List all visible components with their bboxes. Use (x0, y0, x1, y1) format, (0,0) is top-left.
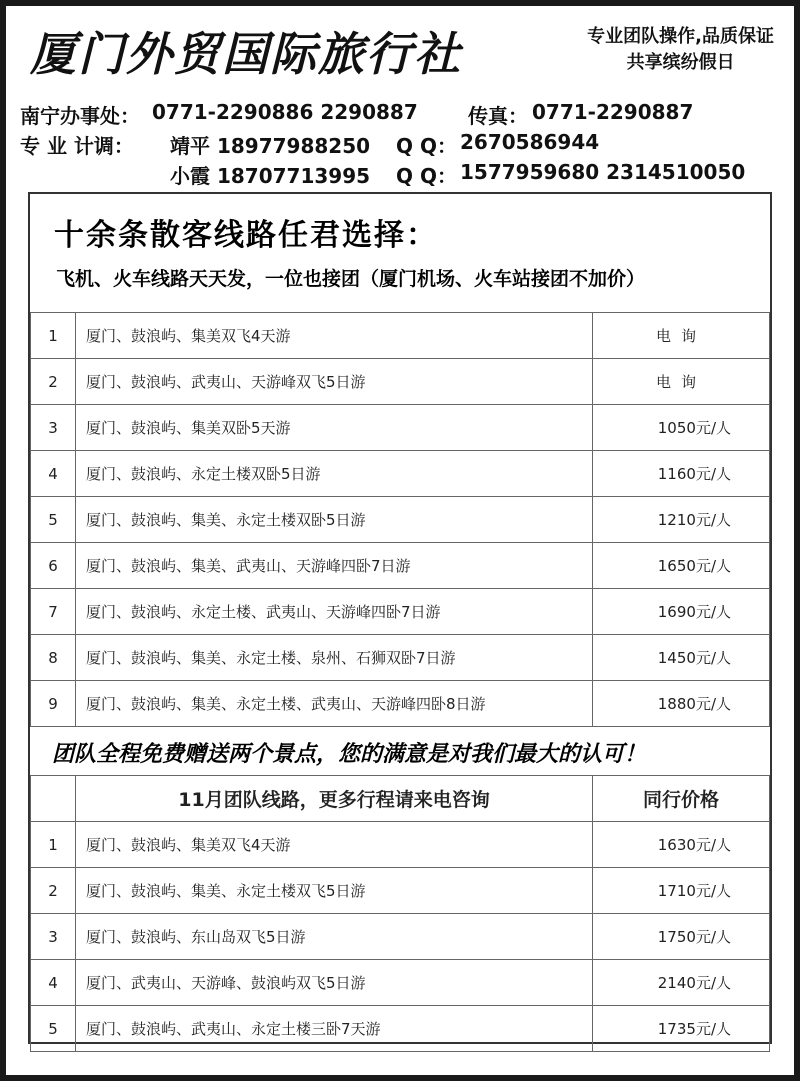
route-name: 厦门、鼓浪屿、集美双飞4天游 (76, 822, 593, 868)
row-number: 8 (31, 635, 76, 681)
route-name: 厦门、鼓浪屿、集美、永定土楼双卧5日游 (76, 497, 593, 543)
row-number: 3 (31, 914, 76, 960)
table-row (31, 313, 770, 359)
route-name: 厦门、鼓浪屿、集美、武夷山、天游峰四卧7日游 (76, 543, 593, 589)
table-row (31, 589, 770, 635)
table-header-row (31, 776, 770, 822)
route-price: 1710元/人 (593, 868, 770, 914)
header-price: 同行价格 (593, 776, 770, 822)
route-price: 1210元/人 (593, 497, 770, 543)
route-name: 厦门、武夷山、天游峰、鼓浪屿双飞5日游 (76, 960, 593, 1006)
row-number: 2 (31, 868, 76, 914)
row-number: 5 (31, 497, 76, 543)
section-1-headline: 十余条散客线路任君选择： (54, 218, 438, 253)
route-price: 1160元/人 (593, 451, 770, 497)
route-price: 1690元/人 (593, 589, 770, 635)
table-row (31, 822, 770, 868)
row-number: 6 (31, 543, 76, 589)
table-row (31, 914, 770, 960)
route-name: 厦门、鼓浪屿、集美、永定土楼双飞5日游 (76, 868, 593, 914)
route-box (28, 192, 772, 1044)
slogan-line-1: 专业团队操作,品质保证 (587, 26, 774, 47)
route-name: 厦门、鼓浪屿、武夷山、天游峰双飞5日游 (76, 359, 593, 405)
fax-label: 传真： (468, 104, 528, 128)
row-number: 1 (31, 822, 76, 868)
promo-text: 团队全程免费赠送两个景点，您的满意是对我们最大的认可！ (52, 742, 647, 767)
slogan-line-2: 共享缤纷假日 (626, 52, 735, 73)
row-number: 4 (31, 960, 76, 1006)
route-name: 厦门、鼓浪屿、集美双飞4天游 (76, 313, 593, 359)
section-1-subhead: 飞机、火车线路天天发，一位也接团（厦门机场、火车站接团不加价） (56, 268, 646, 290)
table-row (31, 1006, 770, 1052)
qq-2: 1577959680 2314510050 (460, 160, 746, 184)
route-name: 厦门、鼓浪屿、集美双卧5天游 (76, 405, 593, 451)
table-row (31, 681, 770, 727)
office-phones: 0771-2290886 2290887 (152, 100, 418, 124)
row-number: 2 (31, 359, 76, 405)
office-label: 南宁办事处： (20, 104, 140, 128)
route-price: 电询 (593, 313, 770, 359)
route-price: 1630元/人 (593, 822, 770, 868)
route-name: 厦门、鼓浪屿、集美、永定土楼、武夷山、天游峰四卧8日游 (76, 681, 593, 727)
row-number: 4 (31, 451, 76, 497)
row-number: 7 (31, 589, 76, 635)
route-name: 厦门、鼓浪屿、武夷山、永定土楼三卧7天游 (76, 1006, 593, 1052)
route-price: 1450元/人 (593, 635, 770, 681)
route-name: 厦门、鼓浪屿、永定土楼双卧5日游 (76, 451, 593, 497)
table-row (31, 543, 770, 589)
qq-1: 2670586944 (460, 130, 600, 154)
planner-2: 小霞 18707713995 (170, 164, 371, 188)
route-price: 1750元/人 (593, 914, 770, 960)
table-row (31, 960, 770, 1006)
route-name: 厦门、鼓浪屿、永定土楼、武夷山、天游峰四卧7日游 (76, 589, 593, 635)
fax-number: 0771-2290887 (532, 100, 694, 124)
slogan (587, 24, 774, 76)
route-price: 2140元/人 (593, 960, 770, 1006)
route-price: 电询 (593, 359, 770, 405)
promo-banner (30, 726, 770, 776)
table-row (31, 451, 770, 497)
row-number: 9 (31, 681, 76, 727)
flyer-page (6, 6, 794, 1075)
agency-title: 厦门外贸国际旅行社 (30, 27, 462, 81)
table-row (31, 497, 770, 543)
table-row (31, 405, 770, 451)
route-price: 1650元/人 (593, 543, 770, 589)
route-price: 1735元/人 (593, 1006, 770, 1052)
group-routes-table (30, 775, 770, 1052)
route-price: 1050元/人 (593, 405, 770, 451)
row-number: 3 (31, 405, 76, 451)
row-number: 1 (31, 313, 76, 359)
qq-2-label: Q Q： (396, 164, 457, 188)
row-number: 5 (31, 1006, 76, 1052)
route-name: 厦门、鼓浪屿、东山岛双飞5日游 (76, 914, 593, 960)
qq-1-label: Q Q： (396, 134, 457, 158)
table-row (31, 868, 770, 914)
route-price: 1880元/人 (593, 681, 770, 727)
contact-block (20, 100, 780, 190)
individual-routes-table (30, 312, 770, 727)
header-route: 11月团队线路，更多行程请来电咨询 (76, 776, 593, 822)
route-name: 厦门、鼓浪屿、集美、永定土楼、泉州、石狮双卧7日游 (76, 635, 593, 681)
planner-1: 靖平 18977988250 (170, 134, 371, 158)
table-row (31, 635, 770, 681)
planner-label: 专 业 计调： (20, 134, 134, 158)
table-row (31, 359, 770, 405)
header-num-cell (31, 776, 76, 822)
